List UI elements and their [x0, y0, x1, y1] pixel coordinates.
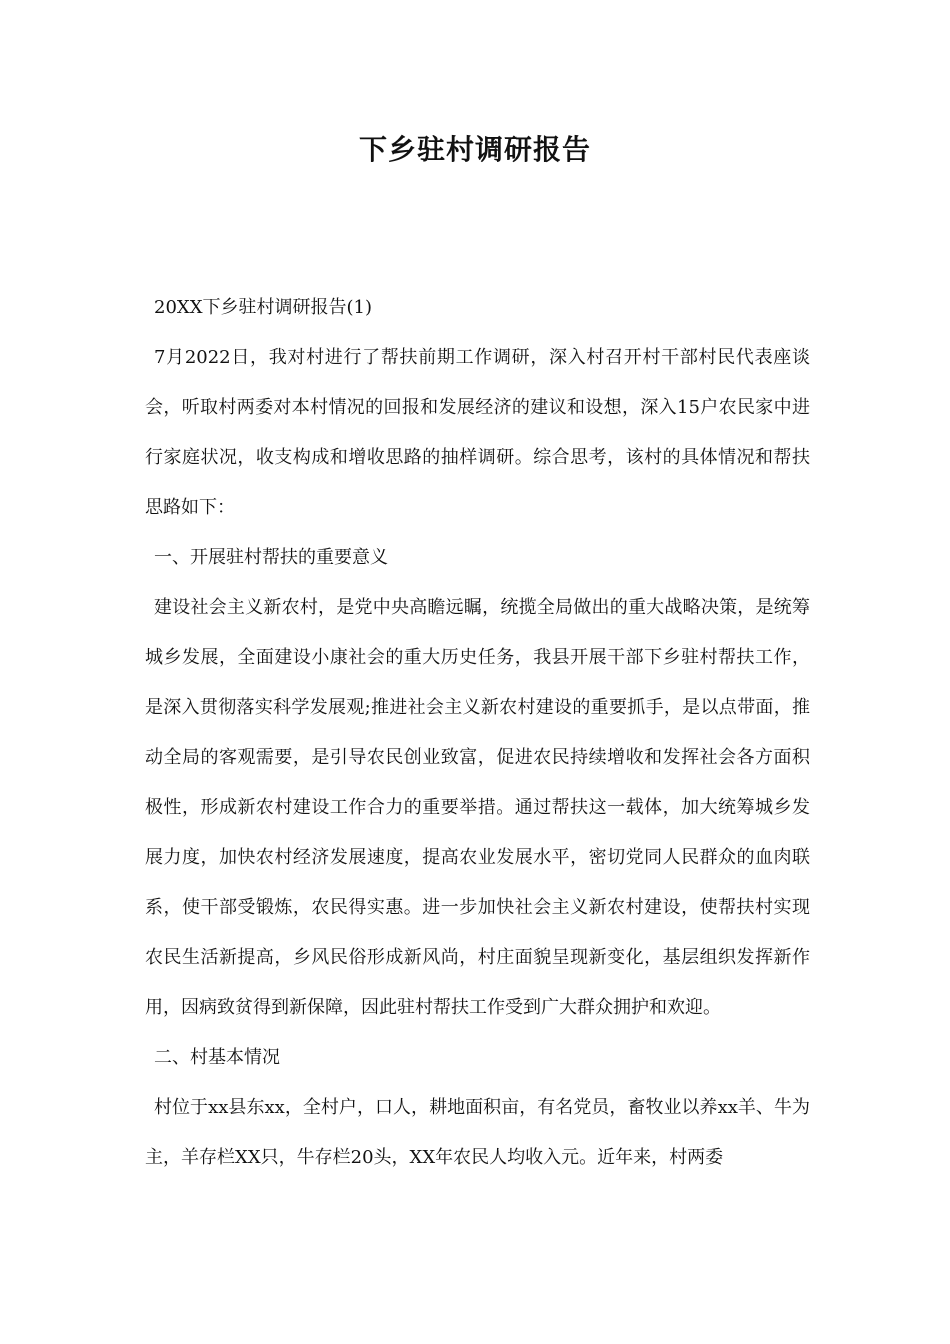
- section-heading-village-info: 二、村基本情况: [154, 1047, 280, 1068]
- paragraph-village-info: 村位于xx县东xx，全村户，口人，耕地面积亩，有名党员，畜牧业以养xx羊、牛为主，羊存栏XX只，牛存栏20头，XX年农民人均收入元。近年来，村两委: [145, 1097, 810, 1168]
- paragraph-intro: 7月2022日，我对村进行了帮扶前期工作调研，深入村召开村干部村民代表座谈会，听取村两委对本村情况的回报和发展经济的建议和设想，深入15户农民家中进行家庭状况，收支构成和增收思路的抽样调研。综合思考，该村的具体情况和帮扶思路如下：: [145, 347, 810, 518]
- document-body: [145, 283, 810, 1183]
- paragraph-report-subtitle: 20XX下乡驻村调研报告(1): [154, 297, 373, 318]
- section-heading-significance: 一、开展驻村帮扶的重要意义: [154, 547, 388, 568]
- paragraph-significance: 建设社会主义新农村，是党中央高瞻远瞩，统揽全局做出的重大战略决策，是统筹城乡发展，全面建设小康社会的重大历史任务，我县开展干部下乡驻村帮扶工作，是深入贯彻落实科学发展观;推进社会主义新农村建设的重要抓手，是以点带面，推动全局的客观需要，是引导农民创业致富，促进农民持续增收和发挥社会各方面积极性，形成新农村建设工作合力的重要举措。通过帮扶这一载体，加大统筹城乡发展力度，加快农村经济发展速度，提高农业发展水平，密切党同人民群众的血肉联系，使干部受锻炼，农民得实惠。进一步加快社会主义新农村建设，使帮扶村实现农民生活新提高，乡风民俗形成新风尚，村庄面貌呈现新变化，基层组织发挥新作用，因病致贫得到新保障，因此驻村帮扶工作受到广大群众拥护和欢迎。: [145, 597, 810, 1018]
- document-title: 下乡驻村调研报告: [358, 133, 591, 166]
